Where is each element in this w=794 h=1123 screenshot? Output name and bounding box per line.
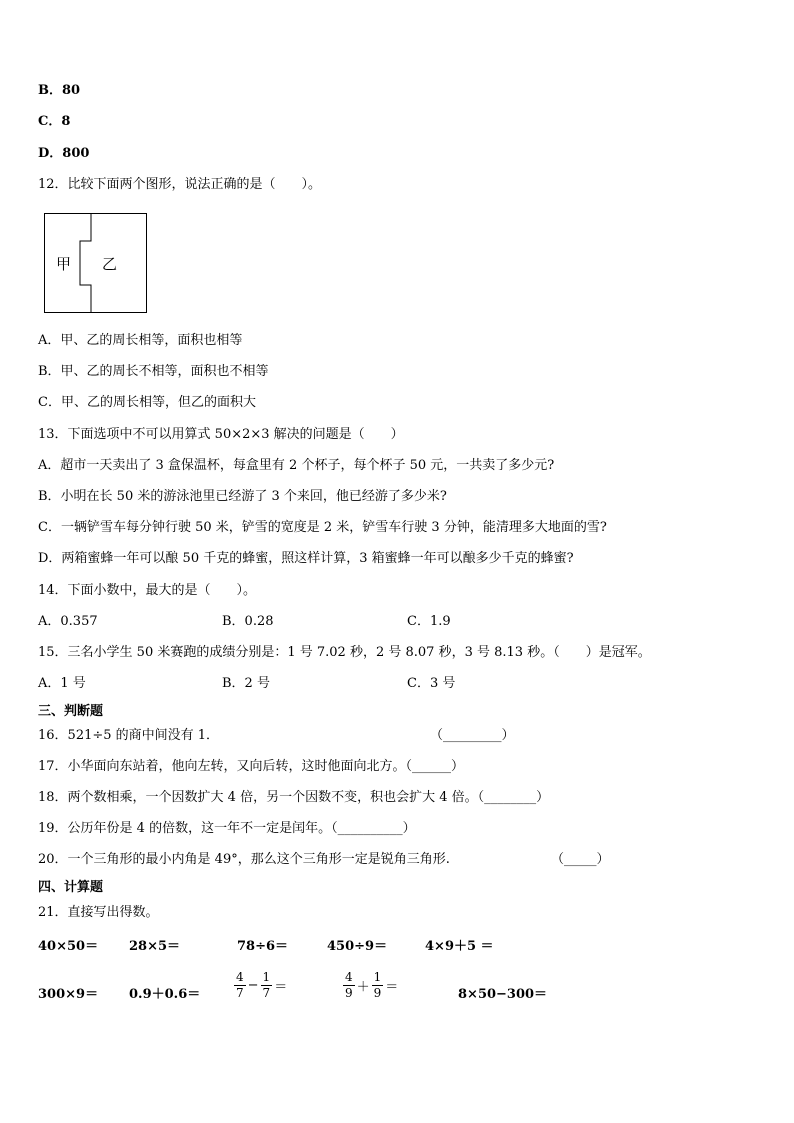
fraction: [372, 970, 384, 1001]
section-heading-judgement: 三、判断题: [38, 704, 104, 719]
q14-option-c: C．1.9: [407, 614, 451, 629]
q13-stem: 13．下面选项中不可以用算式 50×2×3 解决的问题是（ ）: [38, 427, 404, 442]
calc-row2-item-5: 8×50−300＝: [458, 987, 548, 1002]
q13-option-c: C．一辆铲雪车每分钟行驶 50 米，铲雪的宽度是 2 米，铲雪车行驶 3 分钟，能清理多大地面的雪?: [38, 520, 607, 535]
calc-row2-fraction-expr-2: [343, 970, 400, 1001]
q12-figure: [44, 213, 147, 313]
q11-option-d: D．800: [38, 146, 90, 161]
numerator: 1: [262, 970, 271, 984]
numerator: 4: [345, 970, 353, 984]
q12-option-b: B．甲、乙的周长不相等，面积也不相等: [38, 364, 269, 379]
equals-sign: ＝: [385, 980, 399, 995]
denominator: 7: [236, 986, 244, 1000]
q13-option-d: D．两箱蜜蜂一年可以酿 50 千克的蜂蜜，照这样计算，3 箱蜜蜂一年可以酿多少千克的蜂蜜?: [38, 551, 574, 566]
q13-option-b: B．小明在长 50 米的游泳池里已经游了 3 个来回，他已经游了多少米?: [38, 489, 447, 504]
denominator: 7: [262, 986, 271, 1000]
q11-option-c: C．8: [38, 114, 71, 129]
calc-row1-item-4: 450÷9＝: [327, 939, 388, 954]
q14-option-b: B．0.28: [222, 614, 274, 629]
q16: [38, 727, 598, 745]
q11-option-b: B．80: [38, 83, 81, 98]
equals-sign: ＝: [274, 980, 288, 995]
q16-answer-blank[interactable]: （_________）: [430, 728, 515, 743]
q18: 18．两个数相乘，一个因数扩大 4 倍，另一个因数不变，积也会扩大 4 倍。（________）: [38, 790, 550, 805]
q19: 19．公历年份是 4 的倍数，这一年不一定是闰年。（__________）: [38, 821, 416, 836]
figure-label-yi: 乙: [102, 255, 118, 273]
q16-text: 16．521÷5 的商中间没有 1．: [38, 728, 220, 743]
q15-options: [38, 675, 638, 693]
calc-row1-item-1: 40×50＝: [38, 939, 99, 954]
q12-stem: 12．比较下面两个图形，说法正确的是（ ）。: [38, 177, 322, 192]
calc-row1-item-2: 28×5＝: [129, 939, 181, 954]
q14-options: [38, 613, 638, 631]
calc-row1-item-5: 4×9＋5 ＝: [425, 939, 494, 954]
q15-option-b: B．2 号: [222, 676, 270, 691]
denominator: 9: [345, 986, 353, 1000]
q13-option-a: A．超市一天卖出了 3 盒保温杯，每盒里有 2 个杯子，每个杯子 50 元，一共卖了多少元?: [38, 458, 555, 473]
fraction: [234, 970, 246, 1001]
q15-option-a: A．1 号: [38, 676, 86, 691]
denominator: 9: [373, 986, 382, 1000]
q14-stem: 14．下面小数中，最大的是（ ）。: [38, 583, 257, 598]
q12-option-c: C．甲、乙的周长相等，但乙的面积大: [38, 395, 256, 410]
q20: [38, 851, 638, 869]
calc-row2-fraction-expr-1: [234, 970, 289, 1001]
calc-row2-item-1: 300×9＝: [38, 987, 99, 1002]
plus-sign: ＋: [356, 980, 370, 995]
calc-row2-item-2: 0.9＋0.6＝: [129, 987, 201, 1002]
q15-option-c: C．3 号: [407, 676, 456, 691]
section-heading-calculation: 四、计算题: [38, 880, 104, 895]
calc-row1-item-3: 78÷6＝: [237, 939, 289, 954]
fraction: [261, 970, 273, 1001]
q20-text: 20．一个三角形的最小内角是 49°，那么这个三角形一定是锐角三角形.: [38, 852, 450, 867]
q14-option-a: A．0.357: [38, 614, 98, 629]
fraction: [343, 970, 355, 1001]
numerator: 4: [236, 970, 244, 984]
numerator: 1: [373, 970, 382, 984]
q21-stem: 21．直接写出得数。: [38, 905, 159, 920]
figure-label-jia: 甲: [56, 255, 72, 273]
q12-option-a: A．甲、乙的周长相等，面积也相等: [38, 333, 243, 348]
q15-stem: 15．三名小学生 50 米赛跑的成绩分别是：1 号 7.02 秒，2 号 8.07 秒，3 号 8.13 秒。（ ）是冠军。: [38, 645, 651, 660]
q20-answer-blank[interactable]: （_____）: [551, 852, 610, 867]
minus-sign: −: [247, 978, 259, 993]
q17: 17．小华面向东站着，他向左转，又向后转，这时他面向北方。（______）: [38, 759, 465, 774]
